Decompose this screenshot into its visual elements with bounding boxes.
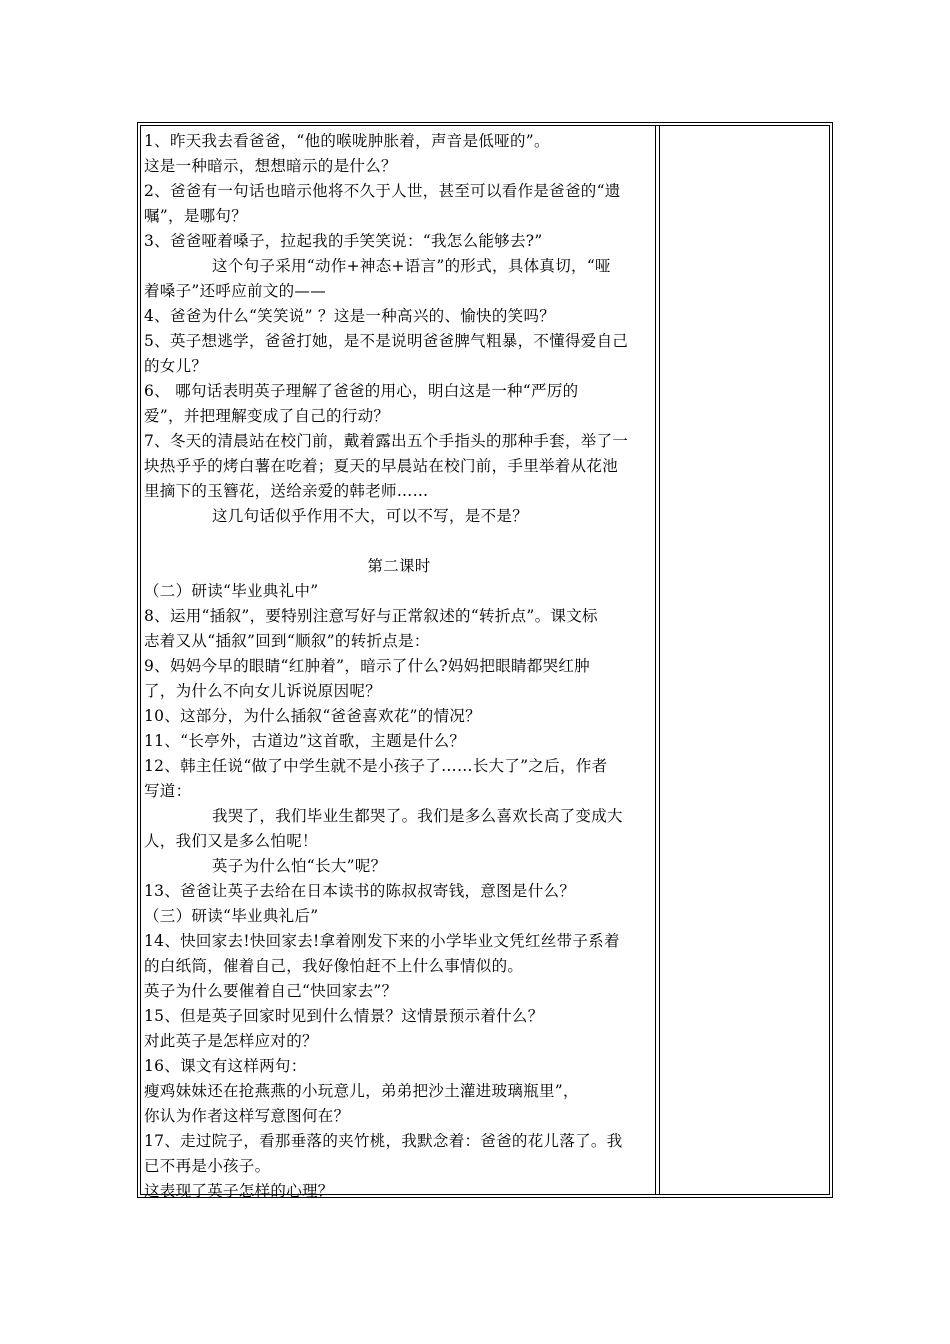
section-heading: 第二课时 [367, 557, 431, 575]
text-line: 英子为什么怕“长大”呢？ [212, 857, 387, 875]
text-line [144, 529, 654, 554]
text-line: 人，我们又是多么怕呢！ [144, 832, 318, 850]
text-line: 这是一种暗示，想想暗示的是什么？ [144, 157, 397, 175]
text-line: 10、这部分，为什么插叙“爸爸喜欢花”的情况？ [144, 707, 481, 725]
text-line: 11、“长亭外，古道边”这首歌，主题是什么？ [144, 732, 466, 750]
text-line: 这个句子采用“动作+神态+语言”的形式，具体真切，“哑 [212, 257, 611, 275]
text-line: 8、运用“插叙”，要特别注意写好与正常叙述的“转折点”。课文标 [144, 607, 598, 625]
text-line: 3、爸爸哑着嗓子，拉起我的手笑笑说：“我怎么能够去?” [144, 232, 543, 250]
text-line: 你认为作者这样写意图何在？ [144, 1107, 350, 1125]
text-line: 爱”，并把理解变成了自己的行动？ [144, 407, 390, 425]
text-line: 9、妈妈今早的眼睛“红肿着”，暗示了什么?妈妈把眼睛都哭红肿 [144, 657, 591, 675]
text-line: 15、但是英子回家时见到什么情景？这情景预示着什么？ [144, 1007, 544, 1025]
text-line: （二）研读“毕业典礼中” [144, 582, 319, 600]
text-line: 了，为什么不向女儿诉说原因呢？ [144, 682, 382, 700]
lesson-content-cell [144, 129, 654, 1204]
column-divider [655, 126, 656, 1194]
text-line: 12、韩主任说“做了中学生就不是小孩子了……长大了”之后，作者 [144, 757, 608, 775]
lesson-table [140, 125, 830, 1200]
text-line: 这几句话似乎作用不大，可以不写，是不是？ [212, 507, 529, 525]
text-line: 16、课文有这样两句： [144, 1057, 307, 1075]
text-line: 已不再是小孩子。 [144, 1157, 271, 1175]
text-line: 瘦鸡妹妹还在抢燕燕的小玩意儿，弟弟把沙土灌进玻璃瓶里”， [144, 1082, 579, 1100]
text-line: 嘱”，是哪句？ [144, 207, 248, 225]
text-line: 块热乎乎的烤白薯在吃着；夏天的早晨站在校门前，手里举着从花池 [144, 457, 619, 475]
text-line: 2、爸爸有一句话也暗示他将不久于人世，甚至可以看作是爸爸的“遗 [144, 182, 621, 200]
text-line: 的女儿？ [144, 357, 208, 375]
text-line: （三）研读“毕业典礼后” [144, 907, 319, 925]
text-line: 6、 哪句话表明英子理解了爸爸的用心，明白这是一种“严厉的 [144, 382, 579, 400]
text-line: 14、快回家去!快回家去!拿着刚发下来的小学毕业文凭红丝带子系着 [144, 932, 620, 950]
text-line: 对此英子是怎样应对的？ [144, 1032, 318, 1050]
text-line: 7、冬天的清晨站在校门前，戴着露出五个手指头的那种手套，举了一 [144, 432, 629, 450]
text-line: 1、昨天我去看爸爸，“他的喉咙肿胀着，声音是低哑的”。 [144, 132, 550, 150]
text-line: 4、爸爸为什么“笑笑说” ？这是一种高兴的、愉快的笑吗？ [144, 307, 556, 325]
text-line: 的白纸筒，催着自己，我好像怕赶不上什么事情似的。 [144, 957, 524, 975]
text-line: 里摘下的玉簪花，送给亲爱的韩老师…… [144, 482, 429, 500]
text-line: 13、爸爸让英子去给在日本读书的陈叔叔寄钱，意图是什么？ [144, 882, 576, 900]
text-line: 英子为什么要催着自己“快回家去”？ [144, 982, 398, 1000]
text-line: 17、走过院子，看那垂落的夹竹桃，我默念着：爸爸的花儿落了。我 [144, 1132, 623, 1150]
text-line: 写道： [144, 782, 192, 800]
text-line: 我哭了，我们毕业生都哭了。我们是多么喜欢长高了变成大 [212, 807, 623, 825]
text-line: 着嗓子”还呼应前文的—— [144, 282, 327, 300]
text-line: 这表现了英子怎样的心理？ [144, 1182, 334, 1200]
text-line: 志着又从“插叙”回到“顺叙”的转折点是： [144, 632, 430, 650]
text-line: 5、英子想逃学，爸爸打她，是不是说明爸爸脾气粗暴，不懂得爱自己 [144, 332, 629, 350]
